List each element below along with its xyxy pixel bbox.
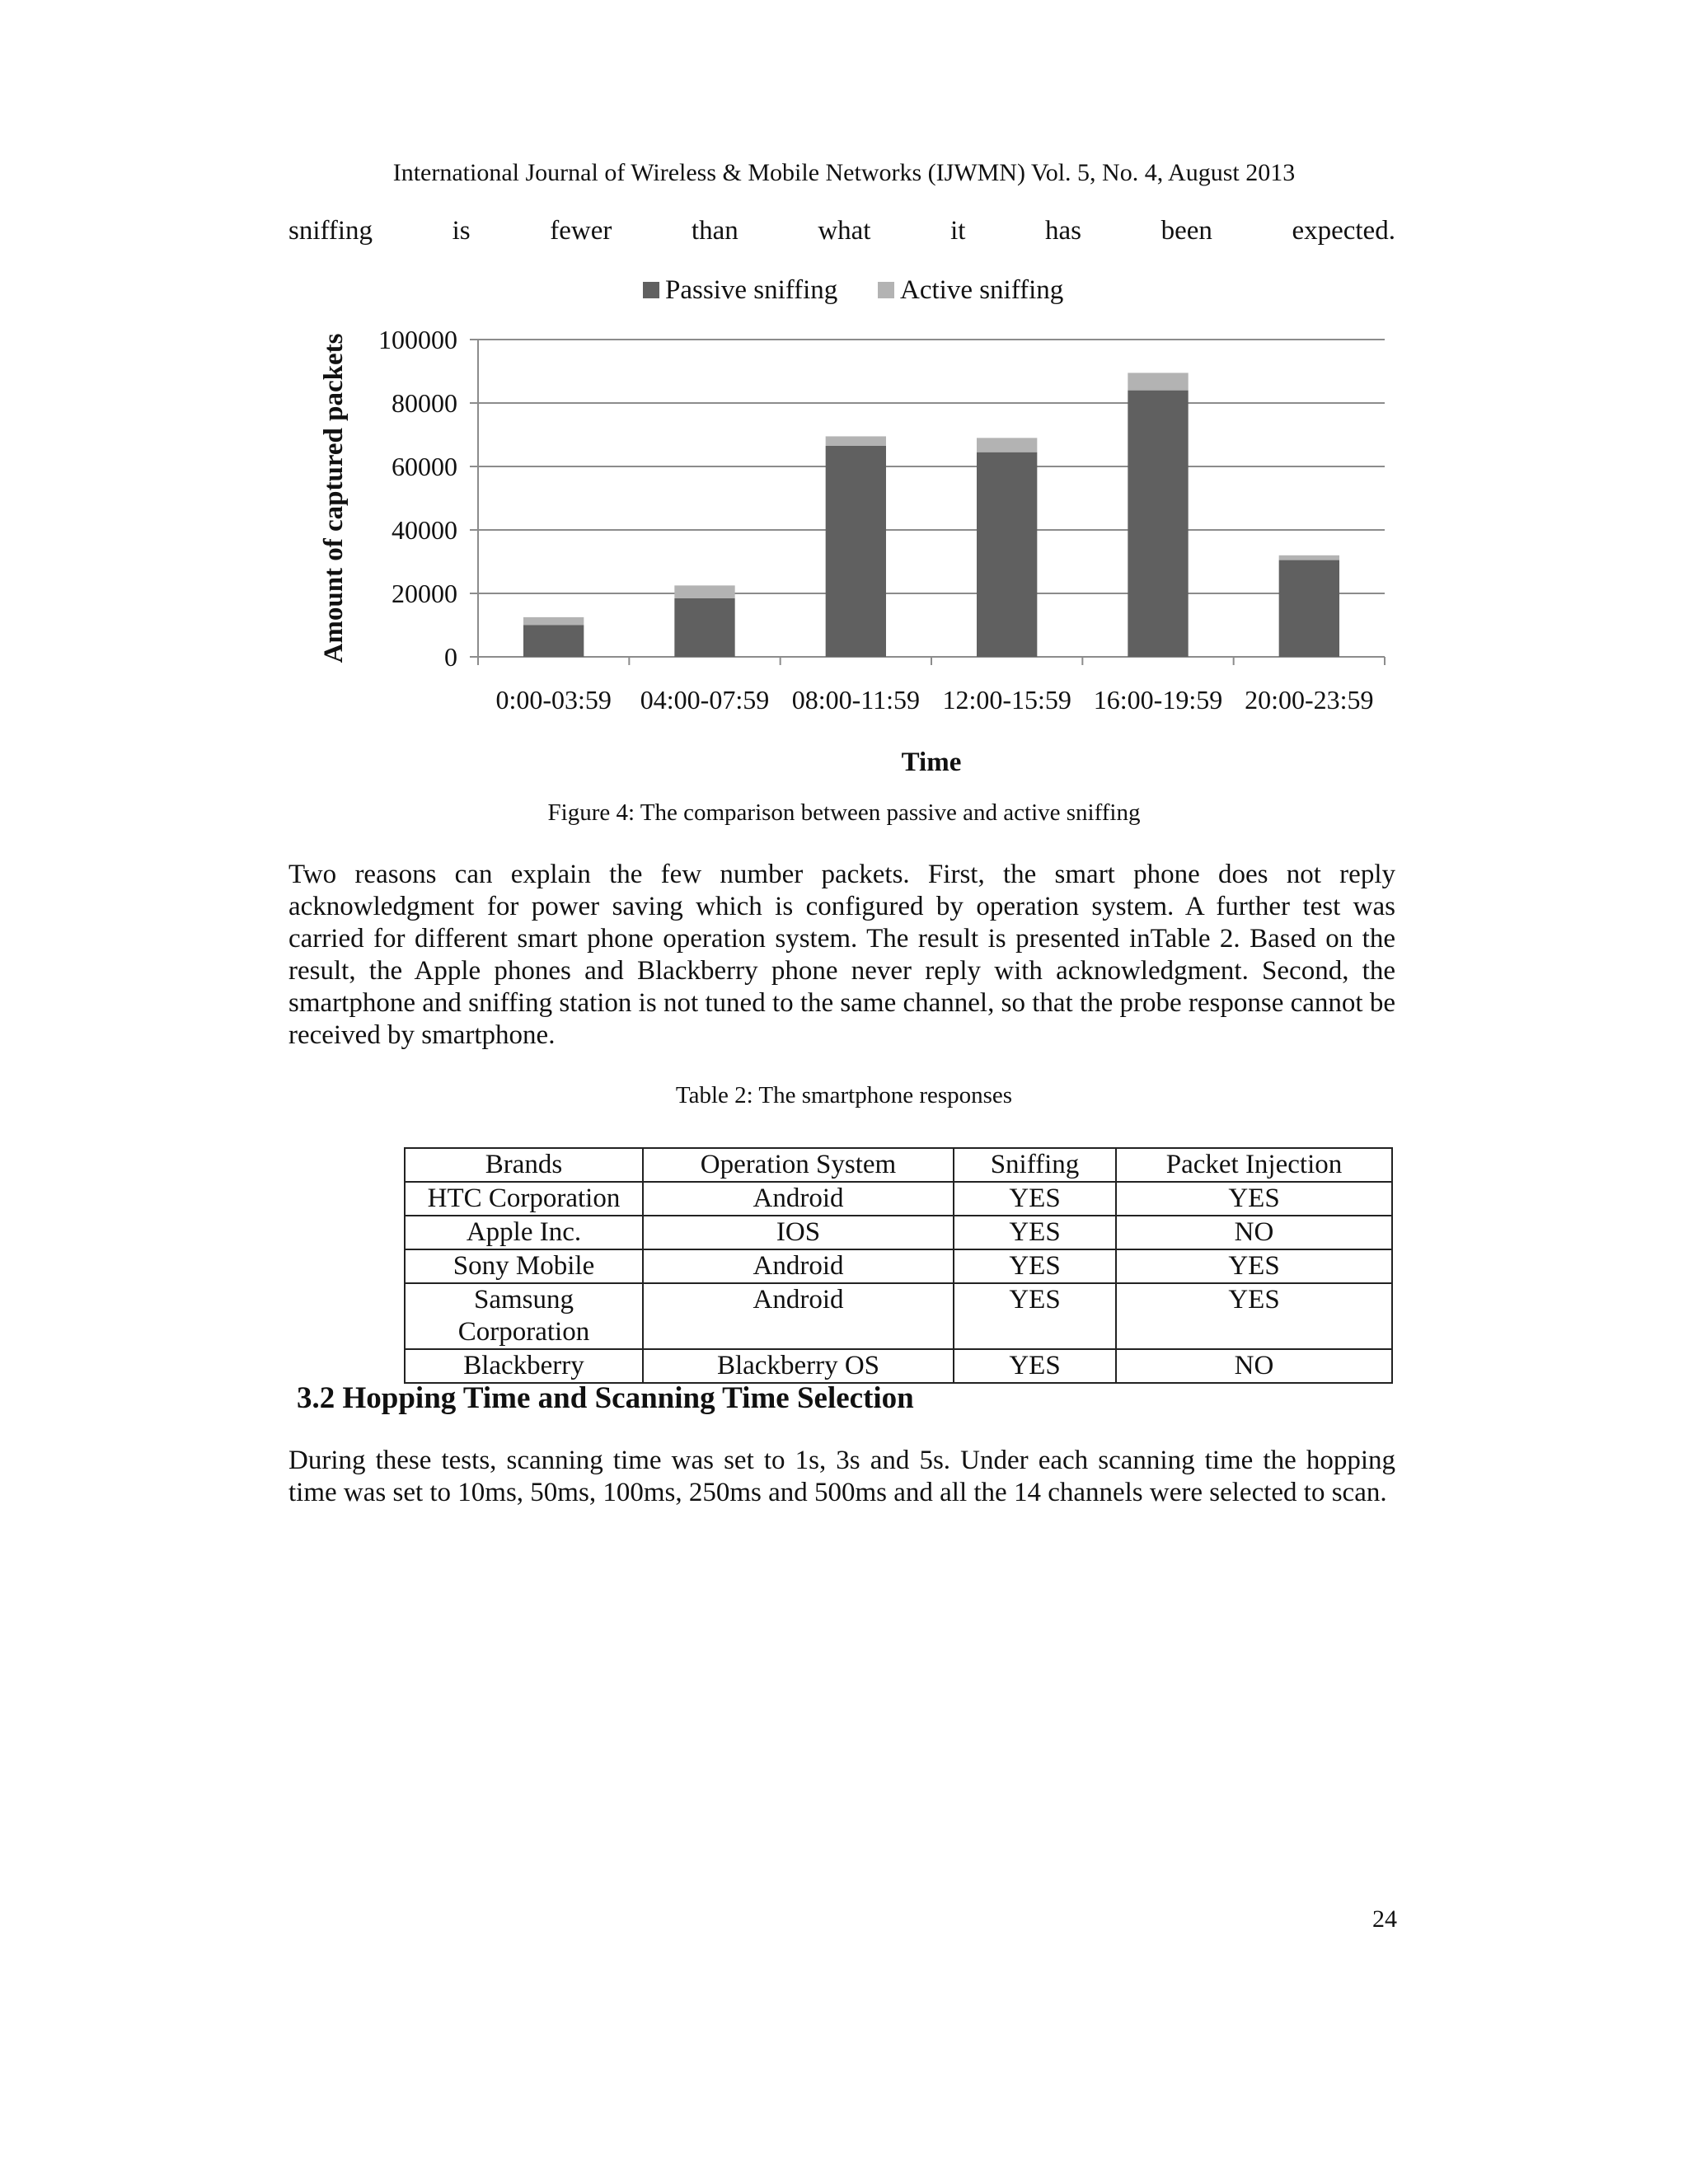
- table-cell: Android: [643, 1182, 954, 1216]
- lead-word: is: [452, 216, 471, 246]
- table-cell: YES: [954, 1249, 1116, 1283]
- column-header: Sniffing: [954, 1148, 1116, 1182]
- lead-word: it: [950, 216, 966, 246]
- table-row: [405, 1249, 1392, 1283]
- table-row: [405, 1283, 1392, 1349]
- x-tick-label: 16:00-19:59: [1093, 685, 1223, 715]
- table-cell: YES: [1116, 1283, 1392, 1349]
- x-tick-label: 20:00-23:59: [1245, 685, 1374, 715]
- table-cell: Samsung Corporation: [405, 1283, 643, 1349]
- table-cell: YES: [954, 1283, 1116, 1349]
- lead-word: sniffing: [288, 216, 373, 246]
- table-cell: YES: [954, 1216, 1116, 1249]
- x-tick-label: 04:00-07:59: [640, 685, 770, 715]
- lead-word: fewer: [550, 216, 612, 246]
- lead-word: expected.: [1292, 216, 1395, 246]
- x-axis-title: Time: [901, 748, 962, 777]
- legend-swatch: [878, 282, 894, 298]
- table-row: [405, 1349, 1392, 1383]
- table-row: [405, 1216, 1392, 1249]
- legend-label: Passive sniffing: [665, 275, 838, 305]
- table-row: [405, 1182, 1392, 1216]
- bar-active-sniffing: [1128, 373, 1188, 390]
- figure-caption: Figure 4: The comparison between passive and active sniffing: [547, 799, 1141, 826]
- column-header: Packet Injection: [1116, 1148, 1392, 1182]
- bar-passive-sniffing: [977, 452, 1037, 657]
- legend-label: Active sniffing: [900, 275, 1064, 305]
- table-cell: YES: [954, 1182, 1116, 1216]
- table-cell: YES: [954, 1349, 1116, 1383]
- table-caption: Table 2: The smartphone responses: [675, 1082, 1013, 1108]
- bar-active-sniffing: [523, 617, 584, 626]
- bar-active-sniffing: [1279, 555, 1339, 560]
- bar-passive-sniffing: [826, 446, 886, 657]
- bar-passive-sniffing: [1279, 560, 1339, 657]
- y-tick-label: 20000: [392, 579, 457, 608]
- lead-line: [288, 216, 1395, 246]
- table-cell: Android: [643, 1249, 954, 1283]
- x-tick-label: 0:00-03:59: [495, 685, 612, 715]
- table-cell: Blackberry OS: [643, 1349, 954, 1383]
- table-cell: Sony Mobile: [405, 1249, 643, 1283]
- y-axis-title: Amount of captured packets: [319, 333, 349, 663]
- y-tick-label: 80000: [392, 388, 457, 418]
- table-cell: YES: [1116, 1249, 1392, 1283]
- lead-word: what: [818, 216, 871, 246]
- journal-header: International Journal of Wireless & Mobile Networks (IJWMN) Vol. 5, No. 4, August 2013: [392, 159, 1296, 186]
- bar-passive-sniffing: [1128, 391, 1188, 657]
- stacked-bar-chart: [313, 264, 1409, 791]
- column-header: Operation System: [643, 1148, 954, 1182]
- y-tick-label: 100000: [378, 325, 457, 354]
- smartphone-responses-table: [404, 1147, 1393, 1384]
- lead-word: has: [1044, 216, 1081, 246]
- bar-passive-sniffing: [523, 626, 584, 658]
- y-tick-label: 60000: [392, 452, 457, 481]
- table-header-row: [405, 1148, 1392, 1182]
- bar-active-sniffing: [674, 585, 734, 598]
- body-paragraph: Two reasons can explain the few number packets. First, the smart phone does not reply acknowledgment for power saving which is configured by operation system. A further test was carried for different smart phone operation system. The result is presented inTable 2. Based on the result, the Apple phones and Blackberry phone never reply with acknowledgment. Second, the smartphone and sniffing station is not tuned to the same channel, so that the probe response cannot be received by smartphone.: [288, 860, 1395, 1050]
- x-tick-label: 08:00-11:59: [791, 685, 920, 715]
- table-cell: Android: [643, 1283, 954, 1349]
- y-tick-label: 0: [444, 642, 457, 672]
- table-cell: IOS: [643, 1216, 954, 1249]
- page-number: 24: [1372, 1905, 1397, 1933]
- y-tick-label: 40000: [392, 515, 457, 545]
- table-cell: NO: [1116, 1349, 1392, 1383]
- lead-word: been: [1160, 216, 1212, 246]
- table-cell: NO: [1116, 1216, 1392, 1249]
- lead-word: than: [691, 216, 738, 246]
- x-tick-label: 12:00-15:59: [942, 685, 1071, 715]
- table-cell: Blackberry: [405, 1349, 643, 1383]
- bar-active-sniffing: [977, 438, 1037, 452]
- table-cell: Apple Inc.: [405, 1216, 643, 1249]
- section-heading: 3.2 Hopping Time and Scanning Time Selection: [297, 1381, 914, 1415]
- column-header: Brands: [405, 1148, 643, 1182]
- bar-passive-sniffing: [674, 598, 734, 657]
- bar-active-sniffing: [826, 436, 886, 446]
- table-cell: YES: [1116, 1182, 1392, 1216]
- table-cell: HTC Corporation: [405, 1182, 643, 1216]
- body-paragraph: During these tests, scanning time was set to 1s, 3s and 5s. Under each scanning time the hopping time was set to 10ms, 50ms, 100ms, 250ms and 500ms and all the 14 channels were selected to scan.: [288, 1446, 1395, 1507]
- legend-swatch: [643, 282, 659, 298]
